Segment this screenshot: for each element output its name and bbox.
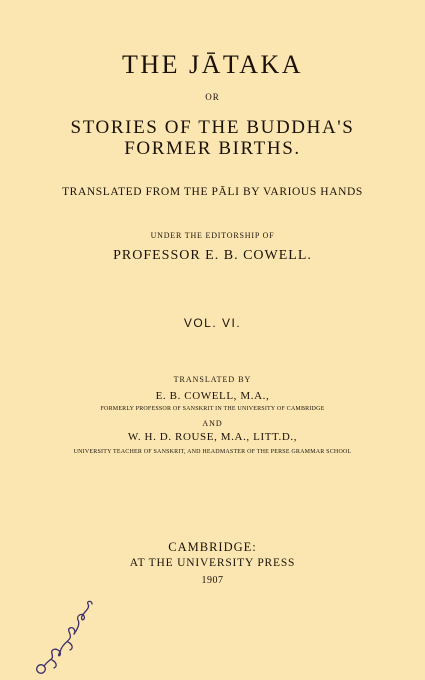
translator-2-name: W. H. D. ROUSE, M.A., LITT.D., xyxy=(127,431,298,443)
and-connector: AND xyxy=(202,419,223,428)
translated-from-line: TRANSLATED FROM THE PĀLI BY VARIOUS HANDS xyxy=(62,186,363,198)
editorship-label: UNDER THE EDITORSHIP OF xyxy=(150,231,275,240)
editor-name: PROFESSOR E. B. COWELL. xyxy=(113,248,312,263)
publisher-city: CAMBRIDGE: xyxy=(168,540,257,554)
translator-1-title: FORMERLY PROFESSOR OF SANSKRIT IN THE UNIVERSITY OF CAMBRIDGE xyxy=(100,406,325,412)
translated-by-label: TRANSLATED BY xyxy=(173,375,252,384)
publisher-name: AT THE UNIVERSITY PRESS xyxy=(129,557,296,569)
subtitle-line-1: STORIES OF THE BUDDHA'S xyxy=(70,117,355,138)
translator-1-name: E. B. COWELL, M.A., xyxy=(155,390,270,402)
book-title: THE JĀTAKA xyxy=(121,50,304,79)
publication-year: 1907 xyxy=(201,575,224,586)
translator-2-title: UNIVERSITY TEACHER OF SANSKRIT, AND HEADMASTER OF THE PERSE GRAMMAR SCHOOL xyxy=(73,449,352,455)
volume-label: VOL. VI. xyxy=(183,316,242,330)
or-connector: OR xyxy=(205,92,220,102)
subtitle-line-2: FORMER BIRTHS. xyxy=(124,138,301,159)
handwritten-signature xyxy=(30,598,120,680)
